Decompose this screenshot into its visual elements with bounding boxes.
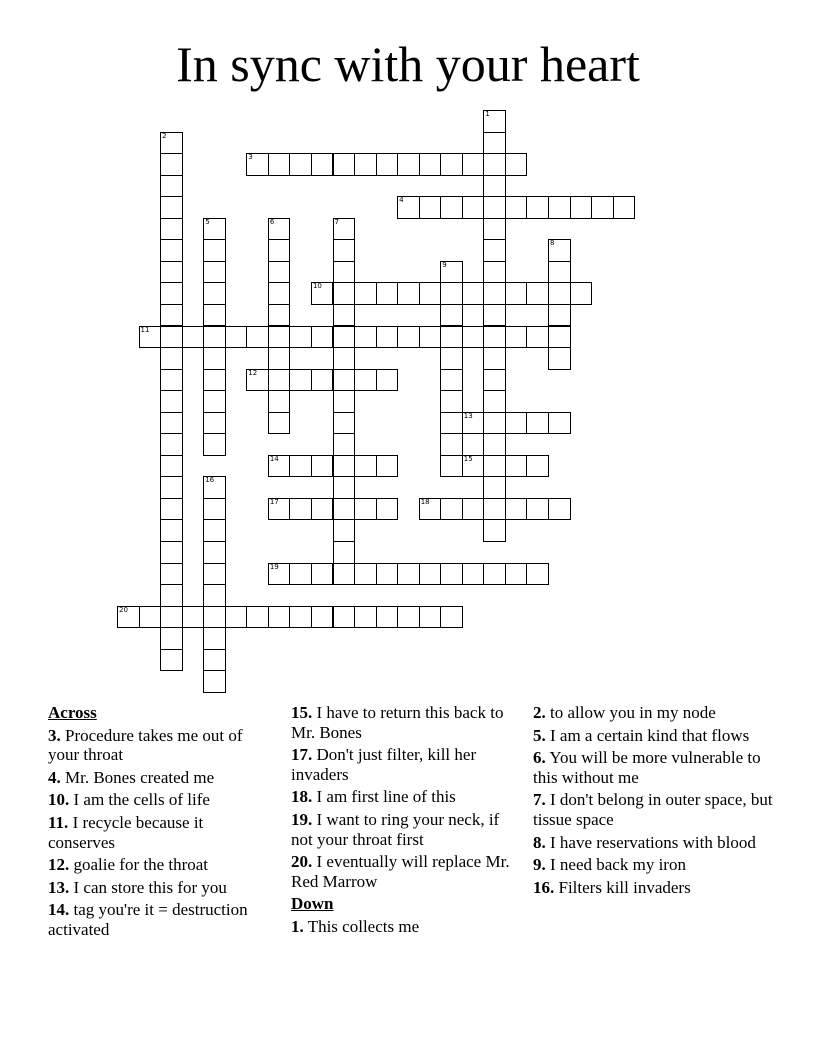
grid-cell[interactable] bbox=[203, 563, 226, 586]
grid-cell[interactable] bbox=[203, 584, 226, 607]
grid-cell[interactable] bbox=[160, 369, 183, 392]
grid-cell[interactable] bbox=[203, 261, 226, 284]
grid-cell[interactable] bbox=[354, 326, 377, 349]
clue-text: I want to ring your neck, if not your throat first bbox=[291, 809, 500, 849]
grid-cell[interactable] bbox=[570, 196, 593, 219]
clues-column-1 bbox=[48, 703, 270, 943]
clue-number: 13 bbox=[463, 411, 473, 420]
grid-cell[interactable] bbox=[505, 563, 528, 586]
grid-cell[interactable] bbox=[419, 563, 442, 586]
grid-cell[interactable] bbox=[160, 326, 183, 349]
grid-cell[interactable] bbox=[203, 541, 226, 564]
grid-cell[interactable] bbox=[440, 606, 463, 629]
grid-cell[interactable] bbox=[268, 369, 291, 392]
across-clue bbox=[48, 900, 270, 939]
grid-cell[interactable] bbox=[203, 412, 226, 435]
grid-cell[interactable] bbox=[246, 153, 269, 176]
across-clue bbox=[48, 878, 270, 898]
clue-number: 6 bbox=[269, 217, 275, 226]
clue-number-label: 7. bbox=[533, 790, 546, 810]
grid-cell[interactable] bbox=[462, 455, 485, 478]
grid-cell[interactable] bbox=[505, 455, 528, 478]
grid-cell[interactable] bbox=[311, 455, 334, 478]
grid-cell[interactable] bbox=[505, 196, 528, 219]
clue-number-label: 6. bbox=[533, 748, 546, 768]
grid-cell[interactable] bbox=[354, 455, 377, 478]
down-heading: Down bbox=[291, 894, 334, 914]
grid-cell[interactable] bbox=[483, 347, 506, 370]
grid-cell[interactable] bbox=[203, 670, 226, 693]
grid-cell[interactable] bbox=[160, 412, 183, 435]
grid-cell[interactable] bbox=[570, 282, 593, 305]
clue-number-label: 13. bbox=[48, 877, 70, 897]
grid-cell[interactable] bbox=[462, 563, 485, 586]
grid-cell[interactable] bbox=[268, 390, 291, 413]
grid-cell[interactable] bbox=[333, 519, 356, 542]
clue-number-label: 14. bbox=[48, 900, 70, 920]
grid-cell[interactable] bbox=[548, 196, 571, 219]
grid-cell[interactable] bbox=[440, 196, 463, 219]
grid-cell[interactable] bbox=[160, 390, 183, 413]
grid-cell[interactable] bbox=[376, 563, 399, 586]
clue-text: I don't belong in outer space, but tissue space bbox=[533, 790, 773, 829]
grid-cell[interactable] bbox=[160, 627, 183, 650]
grid-cell[interactable] bbox=[376, 498, 399, 521]
across-clue bbox=[291, 810, 517, 849]
grid-cell[interactable] bbox=[483, 261, 506, 284]
down-clue bbox=[533, 790, 773, 829]
grid-cell[interactable] bbox=[483, 433, 506, 456]
grid-cell[interactable] bbox=[268, 304, 291, 327]
grid-cell[interactable] bbox=[289, 455, 312, 478]
grid-cell[interactable] bbox=[246, 606, 269, 629]
clue-text: I am the cells of life bbox=[73, 790, 210, 810]
down-clue bbox=[533, 878, 773, 898]
grid-cell[interactable] bbox=[397, 606, 420, 629]
grid-cell[interactable] bbox=[203, 239, 226, 262]
grid-cell[interactable] bbox=[289, 369, 312, 392]
clue-number: 17 bbox=[269, 497, 279, 506]
grid-cell[interactable] bbox=[203, 369, 226, 392]
grid-cell[interactable] bbox=[397, 563, 420, 586]
down-clue bbox=[533, 833, 773, 853]
page-title: In sync with your heart bbox=[176, 36, 640, 92]
clue-number: 8 bbox=[550, 239, 555, 248]
grid-cell[interactable] bbox=[397, 326, 420, 349]
clue-number: 10 bbox=[312, 282, 322, 291]
grid-cell[interactable] bbox=[526, 326, 549, 349]
clue-text: Procedure takes me out of your throat bbox=[48, 725, 243, 765]
grid-cell[interactable] bbox=[311, 282, 334, 305]
across-clue bbox=[48, 768, 270, 788]
grid-cell[interactable] bbox=[333, 541, 356, 564]
grid-cell[interactable] bbox=[333, 455, 356, 478]
grid-cell[interactable] bbox=[333, 606, 356, 629]
grid-cell[interactable] bbox=[311, 326, 334, 349]
grid-cell[interactable] bbox=[333, 326, 356, 349]
clue-number-label: 15. bbox=[291, 703, 313, 722]
grid-cell[interactable] bbox=[483, 239, 506, 262]
grid-cell[interactable] bbox=[483, 326, 506, 349]
grid-cell[interactable] bbox=[160, 584, 183, 607]
grid-cell[interactable] bbox=[182, 326, 205, 349]
grid-cell[interactable] bbox=[333, 239, 356, 262]
grid-cell[interactable] bbox=[289, 606, 312, 629]
grid-cell[interactable] bbox=[354, 153, 377, 176]
grid-cell[interactable] bbox=[483, 132, 506, 155]
grid-cell[interactable] bbox=[311, 369, 334, 392]
grid-cell[interactable] bbox=[160, 218, 183, 241]
grid-cell[interactable] bbox=[311, 606, 334, 629]
clue-number: 18 bbox=[420, 497, 430, 506]
grid-cell[interactable] bbox=[483, 196, 506, 219]
grid-cell[interactable] bbox=[333, 563, 356, 586]
clue-number: 3 bbox=[248, 153, 253, 162]
grid-cell[interactable] bbox=[203, 326, 226, 349]
grid-cell[interactable] bbox=[203, 606, 226, 629]
grid-cell[interactable] bbox=[333, 153, 356, 176]
clue-number-label: 3. bbox=[48, 725, 61, 745]
grid-cell[interactable] bbox=[376, 369, 399, 392]
across-clue bbox=[291, 852, 517, 891]
grid-cell[interactable] bbox=[483, 519, 506, 542]
grid-cell[interactable] bbox=[483, 153, 506, 176]
grid-cell[interactable] bbox=[268, 412, 291, 435]
grid-cell[interactable] bbox=[160, 606, 183, 629]
grid-cell[interactable] bbox=[203, 390, 226, 413]
grid-cell[interactable] bbox=[160, 433, 183, 456]
clues-column-3 bbox=[533, 703, 773, 900]
across-clue bbox=[291, 787, 517, 807]
grid-cell[interactable] bbox=[440, 326, 463, 349]
clue-number: 5 bbox=[205, 217, 210, 226]
grid-cell[interactable] bbox=[548, 261, 571, 284]
grid-cell[interactable] bbox=[440, 412, 463, 435]
grid-cell[interactable] bbox=[419, 326, 442, 349]
grid-cell[interactable] bbox=[419, 498, 442, 521]
across-clue bbox=[48, 726, 270, 765]
clue-number-label: 16. bbox=[533, 877, 555, 897]
grid-cell[interactable] bbox=[483, 455, 506, 478]
grid-cell[interactable] bbox=[117, 606, 140, 629]
grid-cell[interactable] bbox=[160, 175, 183, 198]
clue-text: This collects me bbox=[307, 916, 420, 936]
grid-cell[interactable] bbox=[548, 304, 571, 327]
grid-cell[interactable] bbox=[160, 261, 183, 284]
grid-cell[interactable] bbox=[483, 563, 506, 586]
clue-number-label: 10. bbox=[48, 790, 70, 810]
clue-number: 16 bbox=[205, 476, 215, 485]
grid-cell[interactable] bbox=[462, 196, 485, 219]
grid-cell[interactable] bbox=[462, 326, 485, 349]
grid-cell[interactable] bbox=[548, 282, 571, 305]
grid-cell[interactable] bbox=[289, 153, 312, 176]
clue-number-label: 4. bbox=[48, 767, 61, 787]
grid-cell[interactable] bbox=[354, 282, 377, 305]
grid-cell[interactable] bbox=[333, 369, 356, 392]
grid-cell[interactable] bbox=[462, 153, 485, 176]
clue-text: tag you're it = destruction activated bbox=[48, 900, 248, 939]
grid-cell[interactable] bbox=[160, 347, 183, 370]
clue-text: Filters kill invaders bbox=[558, 877, 691, 897]
across-clue bbox=[291, 703, 517, 742]
grid-cell[interactable] bbox=[160, 519, 183, 542]
grid-cell[interactable] bbox=[289, 498, 312, 521]
clue-number-label: 2. bbox=[533, 703, 546, 722]
grid-cell[interactable] bbox=[203, 218, 226, 241]
grid-cell[interactable] bbox=[160, 649, 183, 672]
grid-cell[interactable] bbox=[354, 498, 377, 521]
grid-cell[interactable] bbox=[440, 498, 463, 521]
grid-cell[interactable] bbox=[397, 282, 420, 305]
grid-cell[interactable] bbox=[397, 153, 420, 176]
grid-cell[interactable] bbox=[160, 304, 183, 327]
grid-cell[interactable] bbox=[225, 326, 248, 349]
grid-cell[interactable] bbox=[462, 412, 485, 435]
clue-number: 9 bbox=[442, 260, 447, 269]
grid-cell[interactable] bbox=[160, 476, 183, 499]
grid-cell[interactable] bbox=[548, 412, 571, 435]
grid-cell[interactable] bbox=[440, 347, 463, 370]
grid-cell[interactable] bbox=[376, 282, 399, 305]
grid-cell[interactable] bbox=[268, 261, 291, 284]
grid-cell[interactable] bbox=[354, 369, 377, 392]
grid-cell[interactable] bbox=[483, 175, 506, 198]
grid-cell[interactable] bbox=[440, 261, 463, 284]
grid-cell[interactable] bbox=[397, 196, 420, 219]
grid-cell[interactable] bbox=[160, 153, 183, 176]
grid-cell[interactable] bbox=[289, 563, 312, 586]
grid-cell[interactable] bbox=[160, 455, 183, 478]
clue-number: 4 bbox=[399, 196, 404, 205]
grid-cell[interactable] bbox=[548, 326, 571, 349]
grid-cell[interactable] bbox=[268, 218, 291, 241]
grid-cell[interactable] bbox=[483, 498, 506, 521]
grid-cell[interactable] bbox=[333, 347, 356, 370]
clue-number: 19 bbox=[269, 562, 279, 571]
grid-cell[interactable] bbox=[505, 326, 528, 349]
grid-cell[interactable] bbox=[526, 412, 549, 435]
grid-cell[interactable] bbox=[182, 606, 205, 629]
grid-cell[interactable] bbox=[354, 606, 377, 629]
down-clue bbox=[291, 917, 517, 937]
grid-cell[interactable] bbox=[333, 412, 356, 435]
clue-text: goalie for the throat bbox=[73, 855, 209, 875]
grid-cell[interactable] bbox=[225, 606, 248, 629]
grid-cell[interactable] bbox=[139, 326, 162, 349]
grid-cell[interactable] bbox=[333, 498, 356, 521]
grid-cell[interactable] bbox=[160, 563, 183, 586]
clue-text: I am first line of this bbox=[316, 787, 456, 807]
grid-cell[interactable] bbox=[333, 218, 356, 241]
grid-cell[interactable] bbox=[160, 239, 183, 262]
clues-column-2 bbox=[291, 703, 517, 940]
across-clue bbox=[48, 790, 270, 810]
grid-cell[interactable] bbox=[203, 347, 226, 370]
grid-cell[interactable] bbox=[376, 326, 399, 349]
grid-cell[interactable] bbox=[462, 282, 485, 305]
grid-cell[interactable] bbox=[526, 196, 549, 219]
clue-text: I am a certain kind that flows bbox=[550, 725, 750, 745]
grid-cell[interactable] bbox=[160, 282, 183, 305]
grid-cell[interactable] bbox=[268, 498, 291, 521]
clue-number: 20 bbox=[119, 605, 128, 614]
grid-cell[interactable] bbox=[160, 196, 183, 219]
clue-number-label: 5. bbox=[533, 725, 546, 745]
grid-cell[interactable] bbox=[419, 153, 442, 176]
clue-text: I can store this for you bbox=[73, 877, 227, 897]
grid-cell[interactable] bbox=[203, 498, 226, 521]
grid-cell[interactable] bbox=[268, 153, 291, 176]
grid-cell[interactable] bbox=[203, 282, 226, 305]
grid-cell[interactable] bbox=[354, 563, 377, 586]
clue-number: 14 bbox=[269, 454, 279, 463]
grid-cell[interactable] bbox=[419, 282, 442, 305]
grid-cell[interactable] bbox=[139, 606, 162, 629]
grid-cell[interactable] bbox=[440, 563, 463, 586]
across-clue bbox=[48, 855, 270, 875]
across-clue bbox=[48, 813, 270, 852]
grid-cell[interactable] bbox=[268, 326, 291, 349]
grid-cell[interactable] bbox=[268, 239, 291, 262]
grid-cell[interactable] bbox=[333, 282, 356, 305]
clue-text: Don't just filter, kill her invaders bbox=[291, 745, 477, 784]
grid-cell[interactable] bbox=[333, 304, 356, 327]
grid-cell[interactable] bbox=[505, 498, 528, 521]
grid-cell[interactable] bbox=[333, 433, 356, 456]
grid-cell[interactable] bbox=[268, 455, 291, 478]
grid-cell[interactable] bbox=[591, 196, 614, 219]
grid-cell[interactable] bbox=[440, 153, 463, 176]
grid-cell[interactable] bbox=[268, 282, 291, 305]
grid-cell[interactable] bbox=[376, 606, 399, 629]
grid-cell[interactable] bbox=[483, 390, 506, 413]
grid-cell[interactable] bbox=[483, 282, 506, 305]
clue-text: to allow you in my node bbox=[550, 703, 716, 722]
grid-cell[interactable] bbox=[483, 369, 506, 392]
grid-cell[interactable] bbox=[246, 369, 269, 392]
grid-cell[interactable] bbox=[268, 606, 291, 629]
grid-cell[interactable] bbox=[419, 606, 442, 629]
grid-cell[interactable] bbox=[203, 476, 226, 499]
grid-cell[interactable] bbox=[483, 110, 506, 133]
clue-text: I have to return this back to Mr. Bones bbox=[291, 703, 504, 742]
clue-number: 1 bbox=[485, 110, 490, 118]
grid-cell[interactable] bbox=[548, 498, 571, 521]
clue-number-label: 1. bbox=[291, 916, 304, 936]
grid-cell[interactable] bbox=[289, 326, 312, 349]
grid-cell[interactable] bbox=[160, 132, 183, 155]
clue-number: 7 bbox=[334, 217, 339, 226]
grid-cell[interactable] bbox=[333, 390, 356, 413]
grid-cell[interactable] bbox=[311, 153, 334, 176]
grid-cell[interactable] bbox=[483, 218, 506, 241]
clue-number-label: 11. bbox=[48, 812, 69, 832]
grid-cell[interactable] bbox=[440, 304, 463, 327]
grid-cell[interactable] bbox=[462, 498, 485, 521]
grid-cell[interactable] bbox=[203, 627, 226, 650]
grid-cell[interactable] bbox=[160, 541, 183, 564]
clue-text: You will be more vulnerable to this without me bbox=[533, 748, 761, 787]
grid-cell[interactable] bbox=[505, 282, 528, 305]
clue-text: Mr. Bones created me bbox=[65, 767, 215, 787]
grid-cell[interactable] bbox=[268, 347, 291, 370]
grid-cell[interactable] bbox=[333, 261, 356, 284]
across-clue bbox=[291, 745, 517, 784]
down-clue bbox=[533, 855, 773, 875]
grid-cell[interactable] bbox=[268, 563, 291, 586]
grid-cell[interactable] bbox=[376, 455, 399, 478]
grid-cell[interactable] bbox=[505, 153, 528, 176]
clue-number: 15 bbox=[463, 454, 473, 463]
grid-cell[interactable] bbox=[311, 563, 334, 586]
grid-cell[interactable] bbox=[483, 304, 506, 327]
clue-number-label: 12. bbox=[48, 855, 70, 875]
clue-number: 2 bbox=[162, 131, 167, 140]
grid-cell[interactable] bbox=[440, 369, 463, 392]
grid-cell[interactable] bbox=[246, 326, 269, 349]
clue-text: I have reservations with blood bbox=[550, 832, 756, 852]
grid-cell[interactable] bbox=[440, 282, 463, 305]
grid-cell[interactable] bbox=[505, 412, 528, 435]
grid-cell[interactable] bbox=[333, 476, 356, 499]
clue-number: 12 bbox=[248, 368, 258, 377]
grid-cell[interactable] bbox=[526, 563, 549, 586]
grid-cell[interactable] bbox=[376, 153, 399, 176]
grid-cell[interactable] bbox=[440, 433, 463, 456]
grid-cell[interactable] bbox=[548, 347, 571, 370]
down-clue bbox=[533, 748, 773, 787]
grid-cell[interactable] bbox=[203, 304, 226, 327]
down-clue bbox=[533, 726, 773, 746]
clue-number: 11 bbox=[140, 325, 150, 334]
grid-cell[interactable] bbox=[160, 498, 183, 521]
clue-text: I recycle because it conserves bbox=[48, 812, 204, 852]
grid-cell[interactable] bbox=[419, 196, 442, 219]
grid-cell[interactable] bbox=[311, 498, 334, 521]
grid-cell[interactable] bbox=[613, 196, 636, 219]
grid-cell[interactable] bbox=[483, 412, 506, 435]
grid-cell[interactable] bbox=[203, 519, 226, 542]
down-clue bbox=[533, 703, 773, 723]
clue-number-label: 19. bbox=[291, 809, 313, 829]
across-heading: Across bbox=[48, 703, 97, 722]
grid-cell[interactable] bbox=[440, 455, 463, 478]
clue-number-label: 8. bbox=[533, 832, 546, 852]
grid-cell[interactable] bbox=[440, 390, 463, 413]
clue-text: I eventually will replace Mr. Red Marrow bbox=[291, 852, 510, 891]
clue-number-label: 18. bbox=[291, 787, 313, 807]
clue-number-label: 17. bbox=[291, 745, 313, 765]
grid-cell[interactable] bbox=[203, 649, 226, 672]
grid-cell[interactable] bbox=[526, 455, 549, 478]
grid-cell[interactable] bbox=[483, 476, 506, 499]
grid-cell[interactable] bbox=[526, 282, 549, 305]
clue-number-label: 20. bbox=[291, 852, 313, 872]
grid-cell[interactable] bbox=[526, 498, 549, 521]
clue-text: I need back my iron bbox=[550, 855, 686, 875]
clue-number-label: 9. bbox=[533, 855, 546, 875]
grid-cell[interactable] bbox=[548, 239, 571, 262]
grid-cell[interactable] bbox=[203, 433, 226, 456]
